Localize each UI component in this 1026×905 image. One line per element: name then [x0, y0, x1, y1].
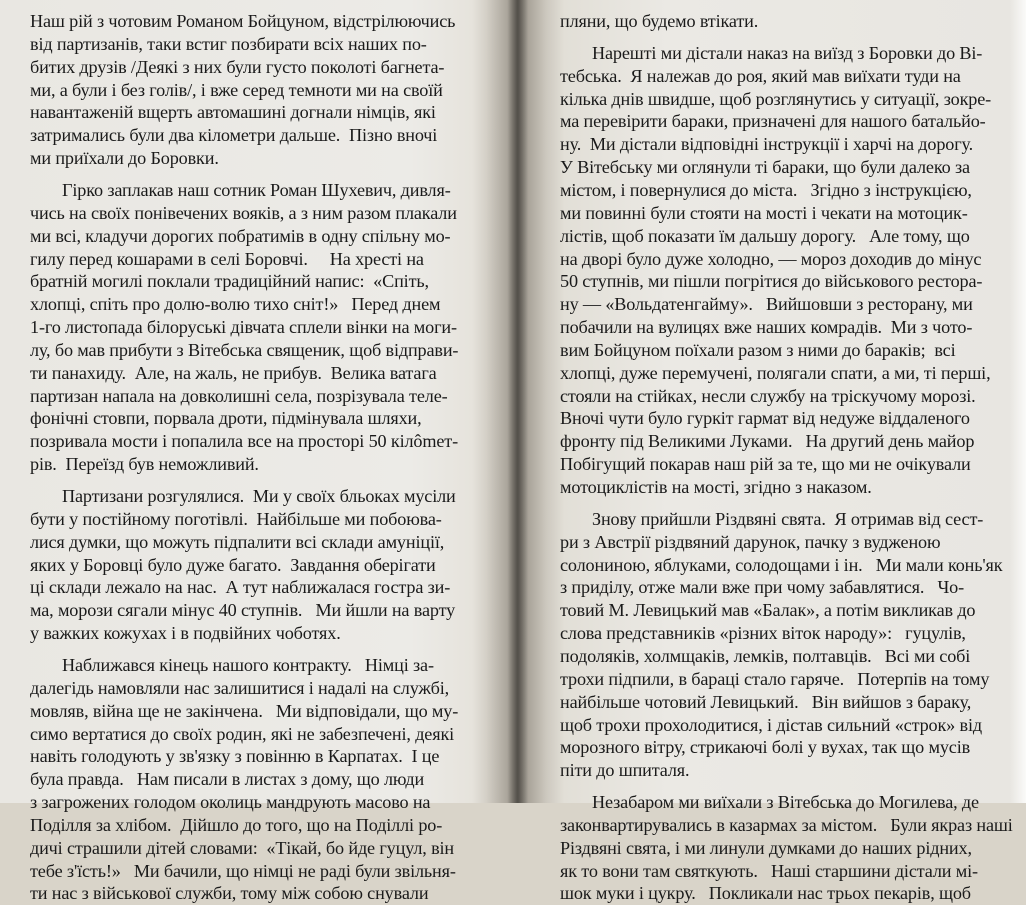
- right-page: [520, 0, 1026, 904]
- text-line: на дворі було дуже холодно, — мороз доходив до мінус: [560, 248, 982, 269]
- text-line: ти панахиду. Але, на жаль, не прибув. Велика ватага: [30, 362, 437, 383]
- text-line: тебська. Я належав до роя, який мав виїхати туди на: [560, 65, 961, 86]
- text-line: 1-го листопада білоруські дівчата сплели вінки на моги-: [30, 317, 457, 338]
- text-line: піти до шпиталя.: [560, 760, 690, 781]
- text-line: містом, і повернулися до міста. Згідно з інструкцією,: [560, 179, 972, 200]
- text-line: ма перевірити бараки, призначені для нашого батальйо-: [560, 111, 986, 132]
- text-line: побачили на вулицях вже наших комрадів. Ми з чото-: [560, 317, 973, 338]
- text-line: шок муки і цукру. Покликали нас трьох пекарів, щоб: [560, 883, 971, 904]
- text-line: гилу перед кошарами в селі Боровчі. На хресті на: [30, 248, 424, 269]
- text-line: ти нас з військової служби, тому між собою снували: [30, 883, 429, 904]
- left-page: [0, 0, 500, 904]
- text-line: фронту під Великими Луками. На другий день майор: [560, 431, 975, 452]
- text-line: Наближався кінець нашого контракту. Німці за-: [62, 654, 434, 675]
- text-line: ці склади лежало на нас. А тут наближалася гостра зи-: [30, 577, 451, 598]
- text-line: фонічні стовпи, порвала дроти, підмінувала шляхи,: [30, 408, 422, 429]
- right-page-text: [520, 0, 1026, 904]
- text-line: братній могилі поклали традиційний напис: «Спіть,: [30, 271, 429, 292]
- text-line: законвартирувались в казармах за містом. Були якраз наші: [560, 814, 1013, 835]
- text-line: симо вертатися до своїх родин, які не забезпечені, деякі: [30, 723, 455, 744]
- text-line: була правда. Нам писали в листах з дому, що люди: [30, 769, 425, 790]
- text-line: найбільше чотовий Левицький. Він вийшов з бараку,: [560, 691, 972, 712]
- text-line: дичі страшили дітей словами: «Тікай, бо йде гуцул, він: [30, 837, 454, 858]
- text-line: лу, бо мав прибути з Вітебська священик, щоб відправи-: [30, 339, 459, 360]
- left-page-text: [0, 0, 500, 904]
- text-line: тебе з'їсть!» Ми бачили, що німці не раді були звільня-: [30, 860, 456, 881]
- text-line: битих друзів /Деякі з них були густо поколоті багнета-: [30, 56, 445, 77]
- text-line: Партизани розгулялися. Ми у своїх бльоках мусіли: [62, 486, 456, 506]
- text-line: Наш рій з чотовим Романом Бойцуном, відстрілюючись: [30, 11, 456, 31]
- text-line: партизан напала на довколишні села, позрізувала теле-: [30, 385, 448, 406]
- text-line: ми приїхали до Боровки.: [30, 148, 219, 169]
- text-line: морозного вітру, стрикаючі болі у вухах, так що мусів: [560, 737, 971, 758]
- text-line: ми, а були і без голів/, і вже серед темноти ми на своїй: [30, 79, 443, 100]
- text-line: навіть голодують у зв'язку з повінню в Карпатах. І це: [30, 746, 440, 767]
- text-line: мовляв, війна ще не закінчена. Ми відповідали, що му-: [30, 700, 459, 721]
- text-line: яких у Боровці було дуже багато. Завдання оберігати: [30, 554, 436, 575]
- text-line: Нарешті ми дістали наказ на виїзд з Боровки до Ві-: [592, 42, 983, 63]
- text-line: у важких кожухах і в подвійних чоботях.: [30, 623, 341, 644]
- text-line: лися думки, що можуть підпалити всі склади амуніції,: [30, 531, 445, 552]
- text-line: ну. Ми дістали відповідні інструкції і харчі на дорогу.: [560, 134, 974, 155]
- text-line: далегідь намовляли нас залишитися і надалі на службі,: [30, 677, 450, 698]
- text-line: товий М. Левицький мав «Балак», а потім викликав до: [560, 600, 976, 621]
- text-line: ма, морози сягали мінус 40 ступнів. Ми йшли на варту: [30, 600, 456, 621]
- text-line: рів. Переїзд був неможливий.: [30, 454, 259, 475]
- text-line: чись на своїх понівечених вояків, а з ним разом плакали: [30, 202, 457, 223]
- text-line: Гірко заплакав наш сотник Роман Шухевич, дивля-: [62, 179, 451, 200]
- text-line: 50 ступнів, ми пішли погрітися до військового рестора-: [560, 271, 983, 292]
- text-line: хлопці, дуже перемучені, полягали спати, а ми, ті перші,: [560, 362, 991, 383]
- text-line: з загрожених голодом околиць мандрують масово на: [30, 792, 431, 813]
- text-line: щоб трохи прохолодитися, і дістав сильний «строк» від: [560, 714, 982, 735]
- text-line: трохи підпили, в бараці стало гаряче. Потерпів на тому: [560, 668, 990, 689]
- text-line: кілька днів швидше, щоб розглянутись у ситуації, зокре-: [560, 88, 992, 109]
- text-line: мотоциклістів на мості, згідно з наказом.: [560, 477, 872, 497]
- text-line: з приділу, отже мали вже при чому забавлятися. Чо-: [560, 577, 964, 598]
- text-line: подоляків, холмщаків, лемків, полтавців. Всі ми собі: [560, 645, 971, 666]
- text-line: лістів, щоб показати їм дальшу дорогу. Але тому, що: [560, 225, 970, 246]
- text-line: пляни, що будемо втікати.: [560, 11, 759, 31]
- text-line: Поділля за хлібом. Дійшло до того, що на Поділлі ро-: [30, 814, 443, 835]
- text-line: Вночі чути було гуркіт гармат від недуже віддаленого: [560, 408, 970, 429]
- text-line: як то вони там святкують. Наші старшини дістали мі-: [560, 860, 978, 881]
- text-line: Незабаром ми виїхали з Вітебська до Могилева, де: [592, 792, 979, 813]
- text-line: бути у постійному поготівлі. Найбільше ми побоюва-: [30, 508, 442, 529]
- text-line: ми повинні були стояти на мості і чекати на мотоцик-: [560, 202, 968, 223]
- text-line: позривала мости і попалила все на просторі 50 кілômет-: [30, 431, 458, 452]
- text-line: солониною, яблуками, солодощами і ін. Ми мали конь'як: [560, 554, 1003, 575]
- text-line: слова представників «різних віток народу»: гуцулів,: [560, 623, 966, 644]
- text-line: вим Бойцуном поїхали разом з ними до бараків; всі: [560, 339, 956, 360]
- text-line: стояли на стійках, несли службу на тріскучому морозі.: [560, 385, 976, 406]
- text-line: від партизанів, таки встиг позбирати всіх наших по-: [30, 33, 427, 54]
- text-line: затримались були два кілометри дальше. Пізно вночі: [30, 125, 438, 146]
- text-line: ри з Австрії різдвяний дарунок, пачку з вудженою: [560, 531, 941, 552]
- text-line: Знову прийшли Різдвяні свята. Я отримав від сест-: [592, 508, 984, 529]
- text-line: ми всі, кладучи дорогих побратимів в одну спільну мо-: [30, 225, 451, 246]
- text-line: Побігущий покарав наш рій за те, що ми не очікували: [560, 454, 971, 475]
- text-line: Різдвяні свята, і ми линули думками до наших рідних,: [560, 837, 972, 858]
- text-line: хлопці, спіть про долю-волю тихо сніт!» Перед днем: [30, 294, 441, 315]
- text-line: ну — «Вольдатенгайму». Вийшовши з ресторану, ми: [560, 294, 973, 315]
- text-line: У Вітебську ми оглянули ті бараки, що були далеко за: [560, 157, 970, 178]
- text-line: навантаженій вщерть автомашині догнали німців, які: [30, 102, 436, 123]
